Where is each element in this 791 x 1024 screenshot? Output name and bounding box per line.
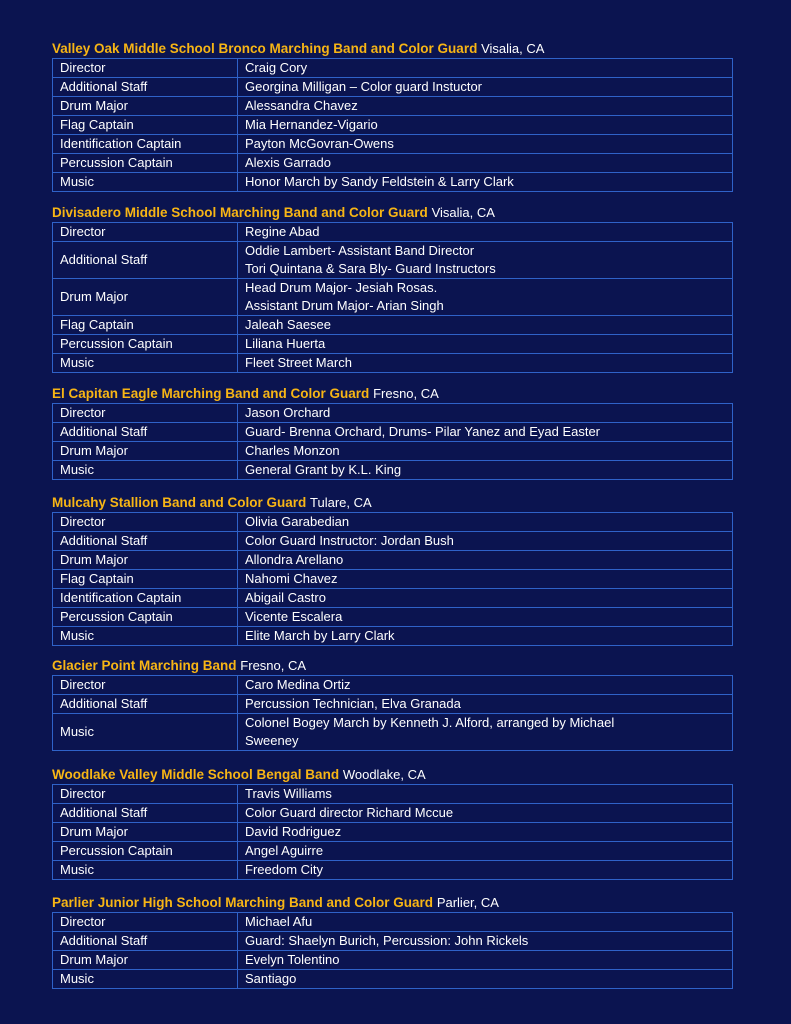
value-line: Michael Afu bbox=[245, 914, 313, 929]
value-line: Abigail Castro bbox=[245, 590, 326, 605]
table-row bbox=[53, 589, 733, 608]
table-row bbox=[53, 627, 733, 646]
role-cell: Drum Major bbox=[53, 551, 238, 570]
table-row bbox=[53, 173, 733, 192]
value-line: Color Guard director Richard Mccue bbox=[245, 805, 454, 820]
band-info-table bbox=[52, 784, 733, 880]
value-cell bbox=[238, 970, 733, 989]
role-cell: Flag Captain bbox=[53, 116, 238, 135]
value-line: Jaleah Saesee bbox=[245, 317, 332, 332]
role-cell: Percussion Captain bbox=[53, 608, 238, 627]
band-info-table bbox=[52, 512, 733, 646]
value-line: Allondra Arellano bbox=[245, 552, 344, 567]
table-row bbox=[53, 242, 733, 279]
band-section bbox=[52, 894, 733, 989]
role-cell: Percussion Captain bbox=[53, 154, 238, 173]
value-line: Payton McGovran-Owens bbox=[245, 136, 394, 151]
table-row bbox=[53, 354, 733, 373]
value-line: Liliana Huerta bbox=[245, 336, 326, 351]
band-section bbox=[52, 385, 733, 480]
value-cell bbox=[238, 951, 733, 970]
table-row bbox=[53, 316, 733, 335]
value-line: Santiago bbox=[245, 971, 297, 986]
table-row bbox=[53, 804, 733, 823]
table-row bbox=[53, 423, 733, 442]
role-cell: Additional Staff bbox=[53, 695, 238, 714]
value-line: Mia Hernandez-Vigario bbox=[245, 117, 378, 132]
role-cell: Director bbox=[53, 785, 238, 804]
band-title bbox=[52, 766, 733, 784]
value-cell bbox=[238, 78, 733, 97]
value-line: Alexis Garrado bbox=[245, 155, 331, 170]
role-cell: Identification Captain bbox=[53, 589, 238, 608]
value-cell bbox=[238, 513, 733, 532]
value-cell bbox=[238, 608, 733, 627]
value-line: Alessandra Chavez bbox=[245, 98, 358, 113]
band-info-table bbox=[52, 58, 733, 192]
role-cell: Director bbox=[53, 59, 238, 78]
value-line: Assistant Drum Major- Arian Singh bbox=[245, 298, 444, 313]
table-row bbox=[53, 442, 733, 461]
value-line: Color Guard Instructor: Jordan Bush bbox=[245, 533, 454, 548]
table-row bbox=[53, 676, 733, 695]
value-cell bbox=[238, 223, 733, 242]
role-cell: Percussion Captain bbox=[53, 842, 238, 861]
role-cell: Director bbox=[53, 913, 238, 932]
value-line: Sweeney bbox=[245, 733, 299, 748]
band-location: Fresno, CA bbox=[373, 386, 439, 401]
role-cell: Music bbox=[53, 461, 238, 480]
role-cell: Music bbox=[53, 714, 238, 751]
role-cell: Additional Staff bbox=[53, 423, 238, 442]
value-line: Fleet Street March bbox=[245, 355, 352, 370]
value-cell bbox=[238, 842, 733, 861]
band-name: Divisadero Middle School Marching Band and Color Guard bbox=[52, 205, 428, 220]
band-location: Visalia, CA bbox=[431, 205, 495, 220]
band-name: El Capitan Eagle Marching Band and Color Guard bbox=[52, 386, 370, 401]
value-cell bbox=[238, 570, 733, 589]
band-title bbox=[52, 385, 733, 403]
role-cell: Drum Major bbox=[53, 823, 238, 842]
table-row bbox=[53, 551, 733, 570]
value-cell bbox=[238, 116, 733, 135]
value-line: Olivia Garabedian bbox=[245, 514, 350, 529]
value-cell bbox=[238, 785, 733, 804]
role-cell: Music bbox=[53, 861, 238, 880]
band-title bbox=[52, 894, 733, 912]
value-cell bbox=[238, 589, 733, 608]
role-cell: Drum Major bbox=[53, 442, 238, 461]
table-row bbox=[53, 461, 733, 480]
table-row bbox=[53, 913, 733, 932]
table-row bbox=[53, 861, 733, 880]
role-cell: Additional Staff bbox=[53, 804, 238, 823]
value-line: Tori Quintana & Sara Bly- Guard Instructors bbox=[245, 261, 496, 276]
table-row bbox=[53, 785, 733, 804]
role-cell: Flag Captain bbox=[53, 570, 238, 589]
role-cell: Music bbox=[53, 970, 238, 989]
value-cell bbox=[238, 173, 733, 192]
band-section bbox=[52, 204, 733, 373]
table-row bbox=[53, 932, 733, 951]
value-cell bbox=[238, 627, 733, 646]
value-line: Vicente Escalera bbox=[245, 609, 343, 624]
value-line: Travis Williams bbox=[245, 786, 332, 801]
value-line: Oddie Lambert- Assistant Band Director bbox=[245, 243, 475, 258]
table-row bbox=[53, 154, 733, 173]
role-cell: Director bbox=[53, 404, 238, 423]
value-line: Caro Medina Ortiz bbox=[245, 677, 351, 692]
value-cell bbox=[238, 335, 733, 354]
role-cell: Director bbox=[53, 223, 238, 242]
value-cell bbox=[238, 135, 733, 154]
value-cell bbox=[238, 695, 733, 714]
value-line: Georgina Milligan – Color guard Instuctor bbox=[245, 79, 483, 94]
band-info-table bbox=[52, 403, 733, 480]
band-name: Glacier Point Marching Band bbox=[52, 658, 237, 673]
band-section bbox=[52, 40, 733, 192]
value-cell bbox=[238, 714, 733, 751]
value-cell bbox=[238, 423, 733, 442]
band-title bbox=[52, 40, 733, 58]
band-section bbox=[52, 766, 733, 880]
band-title bbox=[52, 204, 733, 222]
value-cell bbox=[238, 461, 733, 480]
table-row bbox=[53, 714, 733, 751]
role-cell: Drum Major bbox=[53, 951, 238, 970]
table-row bbox=[53, 335, 733, 354]
band-location: Fresno, CA bbox=[240, 658, 307, 673]
band-info-table bbox=[52, 222, 733, 373]
value-line: Evelyn Tolentino bbox=[245, 952, 340, 967]
value-cell bbox=[238, 676, 733, 695]
role-cell: Additional Staff bbox=[53, 532, 238, 551]
table-row bbox=[53, 513, 733, 532]
value-line: Jason Orchard bbox=[245, 405, 331, 420]
table-row bbox=[53, 823, 733, 842]
role-cell: Music bbox=[53, 354, 238, 373]
value-cell bbox=[238, 823, 733, 842]
value-line: Elite March by Larry Clark bbox=[245, 628, 395, 643]
band-name: Mulcahy Stallion Band and Color Guard bbox=[52, 495, 307, 510]
table-row bbox=[53, 279, 733, 316]
role-cell: Additional Staff bbox=[53, 932, 238, 951]
band-location: Parlier, CA bbox=[436, 895, 499, 910]
value-line: Craig Cory bbox=[245, 60, 308, 75]
role-cell: Drum Major bbox=[53, 97, 238, 116]
band-title bbox=[52, 494, 733, 512]
value-line: Colonel Bogey March by Kenneth J. Alford, arranged by Michael bbox=[245, 715, 615, 730]
table-row bbox=[53, 951, 733, 970]
table-row bbox=[53, 116, 733, 135]
value-cell bbox=[238, 316, 733, 335]
value-line: Guard- Brenna Orchard, Drums- Pilar Yanez and Eyad Easter bbox=[245, 424, 601, 439]
table-row bbox=[53, 223, 733, 242]
table-row bbox=[53, 970, 733, 989]
value-line: General Grant by K.L. King bbox=[245, 462, 402, 477]
value-line: Percussion Technician, Elva Granada bbox=[245, 696, 461, 711]
band-section bbox=[52, 494, 733, 646]
table-row bbox=[53, 695, 733, 714]
value-cell bbox=[238, 59, 733, 78]
value-cell bbox=[238, 551, 733, 570]
value-line: Angel Aguirre bbox=[245, 843, 324, 858]
role-cell: Director bbox=[53, 513, 238, 532]
role-cell: Music bbox=[53, 173, 238, 192]
value-line: Head Drum Major- Jesiah Rosas. bbox=[245, 280, 438, 295]
band-name: Parlier Junior High School Marching Band and Color Guard bbox=[52, 895, 434, 910]
value-cell bbox=[238, 242, 733, 279]
value-cell bbox=[238, 913, 733, 932]
table-row bbox=[53, 135, 733, 154]
band-location: Woodlake, CA bbox=[342, 767, 426, 782]
value-cell bbox=[238, 354, 733, 373]
band-info-table bbox=[52, 675, 733, 751]
band-section bbox=[52, 657, 733, 751]
value-cell bbox=[238, 154, 733, 173]
band-location: Tulare, CA bbox=[310, 495, 372, 510]
table-row bbox=[53, 570, 733, 589]
role-cell: Drum Major bbox=[53, 279, 238, 316]
role-cell: Flag Captain bbox=[53, 316, 238, 335]
value-cell bbox=[238, 804, 733, 823]
role-cell: Percussion Captain bbox=[53, 335, 238, 354]
table-row bbox=[53, 78, 733, 97]
role-cell: Director bbox=[53, 676, 238, 695]
value-line: Honor March by Sandy Feldstein & Larry Clark bbox=[245, 174, 514, 189]
table-row bbox=[53, 59, 733, 78]
value-line: David Rodriguez bbox=[245, 824, 342, 839]
table-row bbox=[53, 532, 733, 551]
table-row bbox=[53, 608, 733, 627]
value-cell bbox=[238, 404, 733, 423]
value-line: Nahomi Chavez bbox=[245, 571, 338, 586]
value-line: Charles Monzon bbox=[245, 443, 340, 458]
band-name: Woodlake Valley Middle School Bengal Band bbox=[52, 767, 340, 782]
role-cell: Additional Staff bbox=[53, 242, 238, 279]
value-line: Guard: Shaelyn Burich, Percussion: John Rickels bbox=[245, 933, 529, 948]
value-line: Freedom City bbox=[245, 862, 324, 877]
role-cell: Additional Staff bbox=[53, 78, 238, 97]
role-cell: Identification Captain bbox=[53, 135, 238, 154]
role-cell: Music bbox=[53, 627, 238, 646]
band-name: Valley Oak Middle School Bronco Marching Band and Color Guard bbox=[52, 41, 478, 56]
value-cell bbox=[238, 861, 733, 880]
value-cell bbox=[238, 532, 733, 551]
table-row bbox=[53, 97, 733, 116]
value-cell bbox=[238, 279, 733, 316]
table-row bbox=[53, 842, 733, 861]
value-cell bbox=[238, 442, 733, 461]
value-cell bbox=[238, 97, 733, 116]
value-cell bbox=[238, 932, 733, 951]
value-line: Regine Abad bbox=[245, 224, 320, 239]
table-row bbox=[53, 404, 733, 423]
band-title bbox=[52, 657, 733, 675]
band-location: Visalia, CA bbox=[481, 41, 545, 56]
band-info-table bbox=[52, 912, 733, 989]
